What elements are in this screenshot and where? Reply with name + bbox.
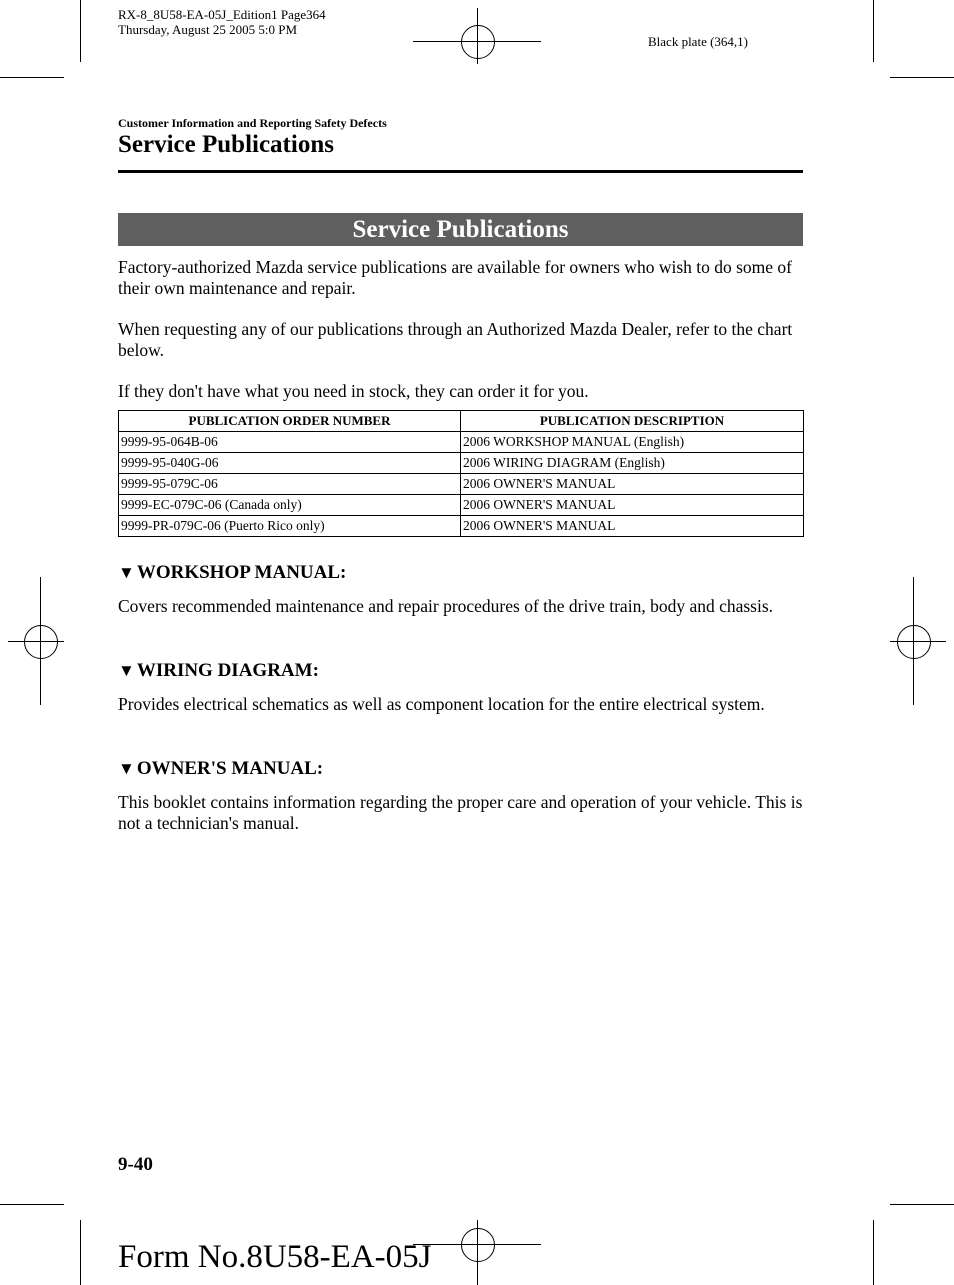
form-number: Form No.8U58-EA-05J <box>118 1239 432 1275</box>
print-info <box>118 7 326 37</box>
page-heading: Service Publications <box>118 131 334 158</box>
description-cell: 2006 OWNER'S MANUAL <box>461 516 804 537</box>
order-number-cell: 9999-95-064B-06 <box>119 432 461 453</box>
print-info-file: RX-8_8U58-EA-05J_Edition1 Page364 <box>118 7 326 22</box>
triangle-down-icon: ▼ <box>118 661 135 680</box>
triangle-down-icon: ▼ <box>118 759 135 778</box>
order-number-cell: 9999-95-079C-06 <box>119 474 461 495</box>
table-header-row <box>119 411 804 432</box>
order-number-cell: 9999-95-040G-06 <box>119 453 461 474</box>
description-cell: 2006 OWNER'S MANUAL <box>461 495 804 516</box>
owners-manual-title: OWNER'S MANUAL: <box>136 758 324 779</box>
owners-manual-text: This booklet contains information regarding the proper care and operation of your vehicle. This is not a technician's manual. <box>118 792 803 833</box>
print-info-date: Thursday, August 25 2005 5:0 PM <box>118 22 297 37</box>
wiring-diagram-title: WIRING DIAGRAM: <box>136 660 319 681</box>
description-cell: 2006 OWNER'S MANUAL <box>461 474 804 495</box>
table-row <box>119 432 804 453</box>
owners-manual-heading <box>118 758 323 780</box>
page-number: 9-40 <box>118 1154 153 1175</box>
workshop-manual-title: WORKSHOP MANUAL: <box>136 562 347 583</box>
section-banner: Service Publications <box>118 213 803 246</box>
heading-rule <box>118 170 803 173</box>
table-row <box>119 516 804 537</box>
workshop-manual-text: Covers recommended maintenance and repair procedures of the drive train, body and chassis. <box>118 596 774 616</box>
table-row <box>119 474 804 495</box>
intro-paragraph: Factory-authorized Mazda service publications are available for owners who wish to do some of their own maintenance and repair. <box>118 257 793 298</box>
header-description: PUBLICATION DESCRIPTION <box>461 411 804 432</box>
description-cell: 2006 WORKSHOP MANUAL (English) <box>461 432 804 453</box>
request-paragraph: When requesting any of our publications through an Authorized Mazda Dealer, refer to the chart below. <box>118 319 793 360</box>
workshop-manual-heading <box>118 562 346 584</box>
order-number-cell: 9999-EC-079C-06 (Canada only) <box>119 495 461 516</box>
publication-table <box>118 410 804 537</box>
wiring-diagram-heading <box>118 660 319 682</box>
table-row <box>119 453 804 474</box>
stock-paragraph: If they don't have what you need in stock, they can order it for you. <box>118 381 589 401</box>
header-order-number: PUBLICATION ORDER NUMBER <box>119 411 461 432</box>
section-label: Customer Information and Reporting Safety Defects <box>118 116 387 130</box>
description-cell: 2006 WIRING DIAGRAM (English) <box>461 453 804 474</box>
table-row <box>119 495 804 516</box>
order-number-cell: 9999-PR-079C-06 (Puerto Rico only) <box>119 516 461 537</box>
triangle-down-icon: ▼ <box>118 563 135 582</box>
plate-info: Black plate (364,1) <box>648 34 748 49</box>
wiring-diagram-text: Provides electrical schematics as well as component location for the entire electrical system. <box>118 694 765 714</box>
